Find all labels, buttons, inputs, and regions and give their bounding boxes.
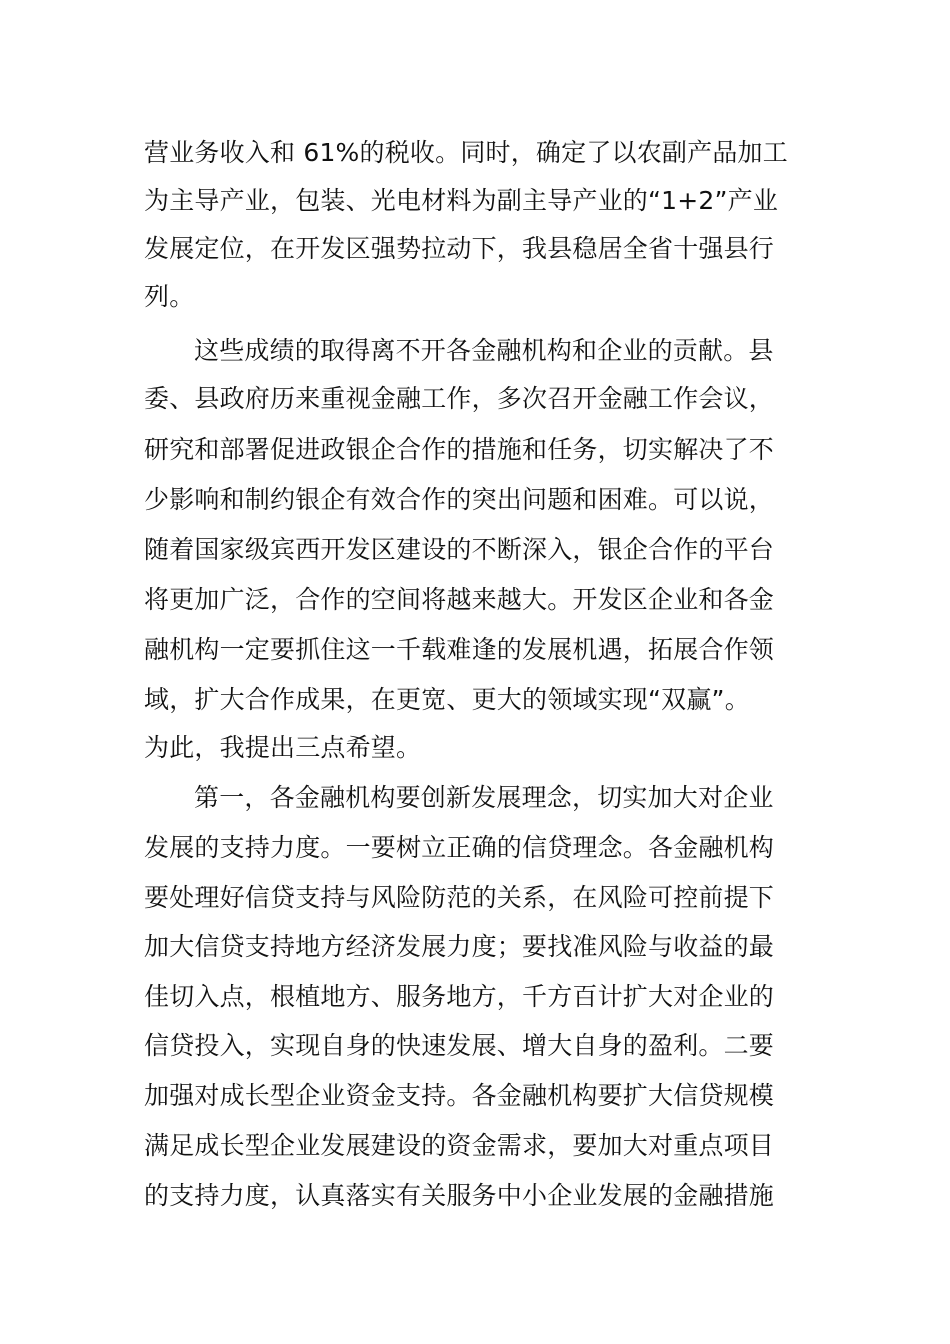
text-line: 为主导产业，包装、光电材料为副主导产业的“1+2”产业 [144,186,779,215]
text-line: 要处理好信贷支持与风险防范的关系，在风险可控前提下 [144,883,775,912]
text-line: 这些成绩的取得离不开各金融机构和企业的贡献。县 [194,336,774,365]
text-line: 加强对成长型企业资金支持。各金融机构要扩大信贷规模 [144,1081,775,1110]
text-line: 的支持力度，认真落实有关服务中小企业发展的金融措施 [144,1181,775,1210]
text-line: 研究和部署促进政银企合作的措施和任务，切实解决了不 [144,435,775,464]
text-line: 发展定位，在开发区强势拉动下，我县稳居全省十强县行 [144,234,775,263]
text-line: 融机构一定要抓住这一千载难逢的发展机遇，拓展合作领 [144,635,775,664]
text-line: 为此，我提出三点希望。 [144,733,422,762]
text-line: 将更加广泛，合作的空间将越来越大。开发区企业和各金 [144,585,775,614]
text-line: 第一，各金融机构要创新发展理念，切实加大对企业 [194,783,774,812]
text-line: 信贷投入，实现自身的快速发展、增大自身的盈利。二要 [144,1031,775,1060]
text-line: 随着国家级宾西开发区建设的不断深入，银企合作的平台 [144,535,775,564]
text-line: 加大信贷支持地方经济发展力度；要找准风险与收益的最 [144,932,775,961]
text-line: 佳切入点，根植地方、服务地方，千方百计扩大对企业的 [144,982,775,1011]
text-line: 营业务收入和 61%的税收。同时，确定了以农副产品加工 [144,138,788,167]
text-line: 委、县政府历来重视金融工作，多次召开金融工作会议， [144,384,775,413]
text-line: 域，扩大合作成果，在更宽、更大的领域实现“双赢”。 [144,685,750,714]
text-line: 少影响和制约银企有效合作的突出问题和困难。可以说， [144,485,775,514]
text-line: 满足成长型企业发展建设的资金需求，要加大对重点项目 [144,1131,775,1160]
text-line: 发展的支持力度。一要树立正确的信贷理念。各金融机构 [144,833,775,862]
text-line: 列。 [144,282,195,311]
